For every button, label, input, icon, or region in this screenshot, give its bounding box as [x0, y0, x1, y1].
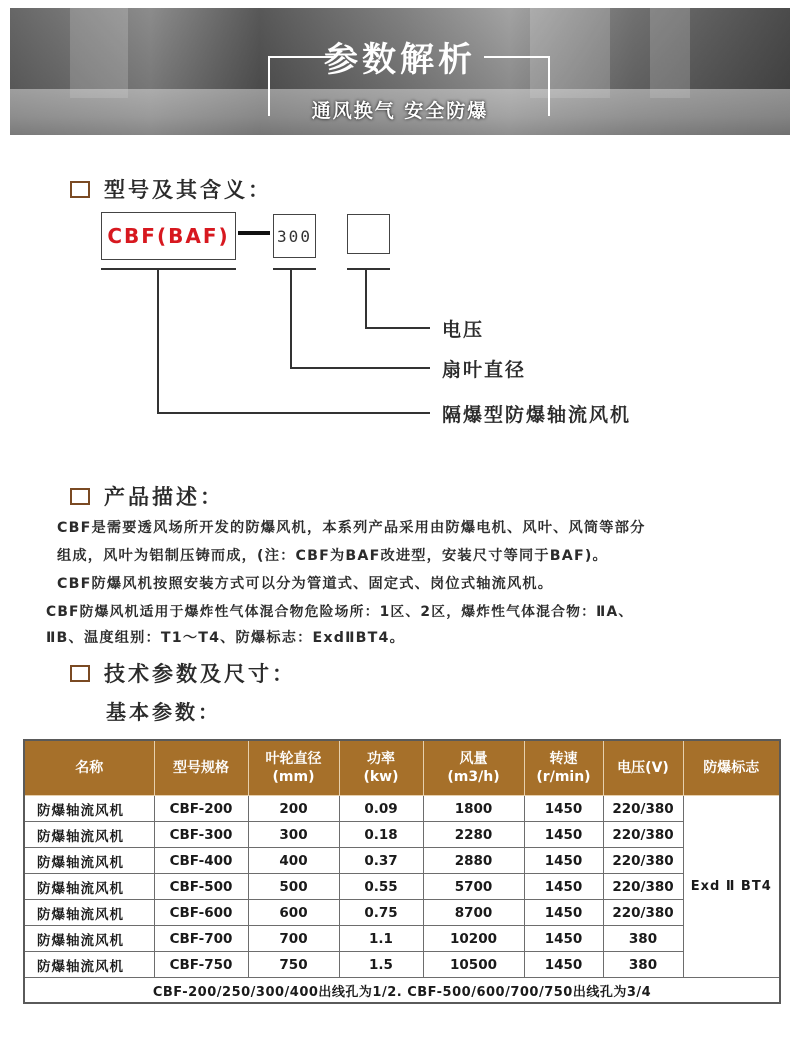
- table-header-cell: 转速 (r/min): [524, 740, 603, 796]
- cell-voltage: 220/380: [603, 874, 683, 900]
- cell-voltage: 220/380: [603, 796, 683, 822]
- params-table: [23, 739, 781, 1004]
- cell-airflow: 5700: [423, 874, 524, 900]
- description-line: CBF防爆风机适用于爆炸性气体混合物危险场所：1区、2区，爆炸性气体混合物：ⅡA、: [46, 604, 634, 620]
- cell-power: 0.18: [339, 822, 423, 848]
- cell-diameter: 200: [248, 796, 339, 822]
- cell-diameter: 600: [248, 900, 339, 926]
- cell-diameter: 500: [248, 874, 339, 900]
- cell-airflow: 8700: [423, 900, 524, 926]
- cell-voltage: 220/380: [603, 848, 683, 874]
- cell-name: 防爆轴流风机: [24, 926, 154, 952]
- cell-power: 0.37: [339, 848, 423, 874]
- square-bullet-icon: [70, 488, 90, 505]
- cell-voltage: 380: [603, 952, 683, 978]
- basic-params-heading: 基本参数：: [106, 700, 221, 724]
- section-tech-heading-text: 技术参数及尺寸：: [104, 662, 296, 686]
- cell-model: CBF-400: [154, 848, 248, 874]
- section-desc-heading-text: 产品描述：: [104, 485, 224, 509]
- description-line: CBF防爆风机按照安装方式可以分为管道式、固定式、岗位式轴流风机。: [57, 576, 554, 592]
- model-dash: [238, 231, 270, 235]
- cell-speed: 1450: [524, 848, 603, 874]
- description-line: CBF是需要透风场所开发的防爆风机，本系列产品采用由防爆电机、风叶、风筒等部分: [57, 520, 646, 536]
- cell-model: CBF-200: [154, 796, 248, 822]
- table-footer-note: CBF-200/250/300/400出线孔为1/2. CBF-500/600/700/750出线孔为3/4: [24, 978, 780, 1004]
- cell-name: 防爆轴流风机: [24, 874, 154, 900]
- cell-name: 防爆轴流风机: [24, 848, 154, 874]
- cell-voltage: 380: [603, 926, 683, 952]
- section-model-heading-text: 型号及其含义：: [104, 178, 272, 202]
- label-fan-type: 隔爆型防爆轴流风机: [442, 404, 632, 426]
- table-row: [24, 874, 780, 900]
- cell-power: 1.5: [339, 952, 423, 978]
- table-header-cell: 功率 (kw): [339, 740, 423, 796]
- cell-name: 防爆轴流风机: [24, 952, 154, 978]
- cell-airflow: 10200: [423, 926, 524, 952]
- square-bullet-icon: [70, 665, 90, 682]
- table-row: [24, 952, 780, 978]
- cell-name: 防爆轴流风机: [24, 900, 154, 926]
- cell-explosion-mark: Exd Ⅱ BT4: [683, 796, 780, 978]
- table-row: [24, 822, 780, 848]
- table-header-cell: 叶轮直径 (mm): [248, 740, 339, 796]
- cell-diameter: 400: [248, 848, 339, 874]
- cell-speed: 1450: [524, 952, 603, 978]
- cell-power: 0.09: [339, 796, 423, 822]
- cell-model: CBF-700: [154, 926, 248, 952]
- model-code-underline: [101, 268, 236, 270]
- description-line: ⅡB、温度组别：T1～T4、防爆标志：ExdⅡBT4。: [46, 630, 405, 646]
- model-size-box: 300: [273, 214, 316, 258]
- model-voltage-underline: [347, 268, 390, 270]
- model-voltage-box: [347, 214, 390, 254]
- model-size-underline: [273, 268, 316, 270]
- cell-diameter: 300: [248, 822, 339, 848]
- cell-speed: 1450: [524, 926, 603, 952]
- cell-model: CBF-750: [154, 952, 248, 978]
- diameter-leader-horizontal: [290, 367, 430, 369]
- cell-speed: 1450: [524, 874, 603, 900]
- cell-model: CBF-500: [154, 874, 248, 900]
- section-desc-heading: [70, 481, 224, 511]
- table-header-cell: 型号规格: [154, 740, 248, 796]
- cell-airflow: 2880: [423, 848, 524, 874]
- cell-name: 防爆轴流风机: [24, 822, 154, 848]
- table-header-cell: 风量 (m3/h): [423, 740, 524, 796]
- cell-power: 0.55: [339, 874, 423, 900]
- cell-speed: 1450: [524, 796, 603, 822]
- type-leader-vertical: [157, 268, 159, 414]
- table-row: [24, 848, 780, 874]
- cell-diameter: 750: [248, 952, 339, 978]
- description-line: 组成，风叶为铝制压铸而成，(注：CBF为BAF改进型，安装尺寸等同于BAF)。: [57, 548, 608, 564]
- cell-speed: 1450: [524, 822, 603, 848]
- section-tech-heading: [70, 658, 296, 688]
- label-blade-diameter: 扇叶直径: [442, 359, 527, 381]
- table-header-cell: 防爆标志: [683, 740, 780, 796]
- cell-model: CBF-300: [154, 822, 248, 848]
- diameter-leader-vertical: [290, 268, 292, 369]
- banner-title: 参数解析: [324, 40, 476, 80]
- banner-subtitle: 通风换气 安全防爆: [311, 100, 489, 122]
- type-leader-horizontal: [157, 412, 430, 414]
- model-diagram: [0, 0, 800, 440]
- table-header-cell: 名称: [24, 740, 154, 796]
- label-voltage: 电压: [442, 319, 485, 341]
- table-footer-row: [24, 978, 780, 1004]
- cell-diameter: 700: [248, 926, 339, 952]
- voltage-leader-horizontal: [365, 327, 430, 329]
- cell-airflow: 10500: [423, 952, 524, 978]
- table-header-cell: 电压(V): [603, 740, 683, 796]
- cell-power: 1.1: [339, 926, 423, 952]
- table-header-row: [24, 740, 780, 796]
- cell-model: CBF-600: [154, 900, 248, 926]
- cell-voltage: 220/380: [603, 900, 683, 926]
- table-row: [24, 796, 780, 822]
- cell-airflow: 2280: [423, 822, 524, 848]
- cell-name: 防爆轴流风机: [24, 796, 154, 822]
- model-code-box: CBF(BAF): [101, 212, 236, 260]
- table-row: [24, 900, 780, 926]
- cell-speed: 1450: [524, 900, 603, 926]
- cell-voltage: 220/380: [603, 822, 683, 848]
- cell-power: 0.75: [339, 900, 423, 926]
- cell-airflow: 1800: [423, 796, 524, 822]
- table-row: [24, 926, 780, 952]
- voltage-leader-vertical: [365, 268, 367, 329]
